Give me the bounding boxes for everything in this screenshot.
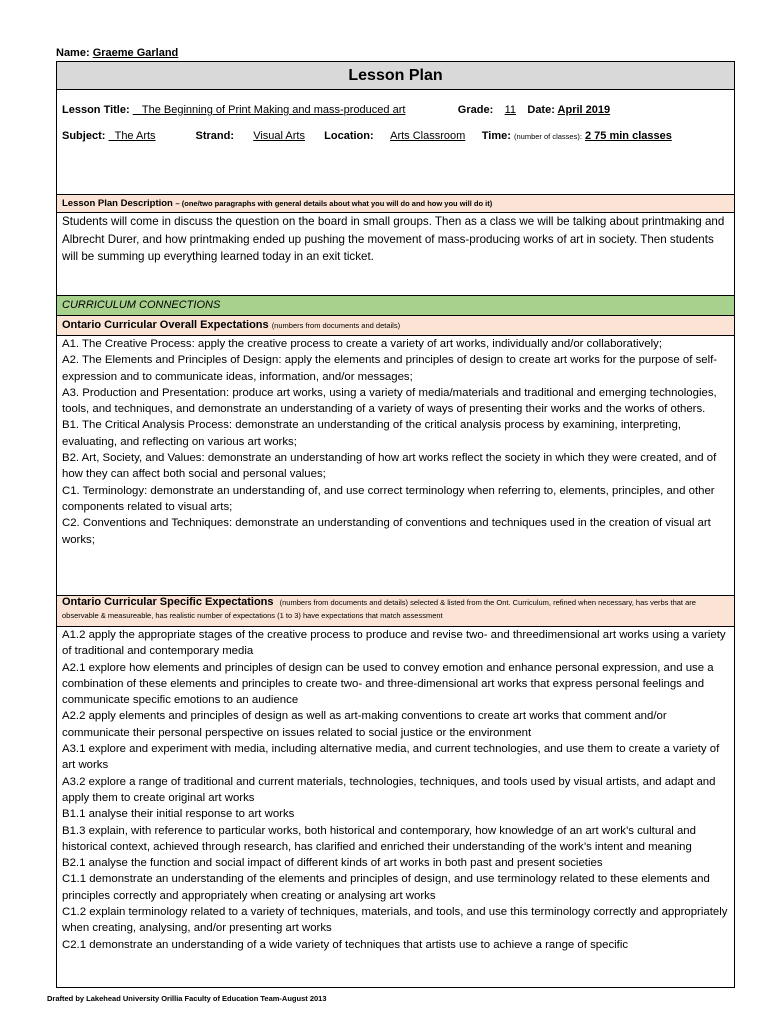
overall-expectations-list bbox=[57, 336, 735, 596]
curriculum-connections-heading: CURRICULUM CONNECTIONS bbox=[57, 296, 735, 316]
overall-expectation-item: A1. The Creative Process: apply the creative process to create a variety of art works, individually and/or collaboratively; bbox=[62, 338, 662, 350]
specific-expectations-note: (numbers from documents and details) selected & listed from the Ont. Curriculum, refined when necessary, has verbs that are observable & measureable, has realistic number of expectations (1 to 3) have expectations that match assessment bbox=[62, 598, 696, 620]
overall-expectation-item: C2. Conventions and Techniques: demonstrate an understanding of conventions and techniques used in the creation of visual art works; bbox=[62, 517, 711, 546]
subject-value: The Arts bbox=[114, 130, 156, 142]
grade-value: 11 bbox=[504, 104, 517, 116]
time-label: Time: bbox=[481, 130, 511, 142]
footer-credit: Drafted by Lakehead University Orillia Faculty of Education Team-August 2013 bbox=[47, 994, 327, 1003]
overall-expectations-heading: Ontario Curricular Overall Expectations bbox=[62, 319, 269, 331]
overall-expectation-item: A3. Production and Presentation: produce art works, using a variety of media/materials and traditional and emerging technologies, tools, and techniques, and demonstrate an understanding of a variety of ways of presenting their works and the works of others. bbox=[62, 386, 717, 416]
specific-expectations-heading-cell bbox=[57, 596, 735, 627]
specific-expectation-item: A1.2 apply the appropriate stages of the creative process to produce and revise two- and threedimensional art works using a variety of traditional and contemporary media bbox=[62, 629, 726, 658]
strand-value: Visual Arts bbox=[253, 130, 305, 142]
lesson-info-cell bbox=[57, 90, 735, 195]
location-value: Arts Classroom bbox=[390, 130, 466, 142]
specific-expectation-item: C1.2 explain terminology related to a variety of techniques, materials, and tools, and use this terminology correctly and appropriately when creating, analysing, and/or presenting art works bbox=[62, 906, 728, 935]
specific-expectation-item: A2.1 explore how elements and principles of design can be used to convey emotion and enhance personal expression, and use a combination of these elements and principles to create two- and three-dimensional art works that express personal feelings and communicate specific emotions to an audience bbox=[62, 661, 714, 707]
time-value: 2 75 min classes bbox=[585, 130, 672, 142]
description-heading: Lesson Plan Description bbox=[62, 198, 173, 209]
overall-expectations-heading-cell bbox=[57, 316, 735, 336]
overall-expectation-item: B1. The Critical Analysis Process: demonstrate an understanding of the critical analysis process by examining, interpreting, evaluating, and reflecting on various art works; bbox=[62, 419, 681, 448]
location-label: Location: bbox=[324, 130, 374, 142]
description-heading-cell bbox=[57, 195, 735, 213]
time-note: (number of classes): bbox=[513, 132, 582, 141]
overall-expectation-item: A2. The Elements and Principles of Design: apply the elements and principles of design to create art works for the purpose of self-expression and to communicate ideas, information, and/or messages; bbox=[62, 354, 718, 383]
grade-label: Grade: bbox=[457, 104, 494, 116]
overall-expectation-item: B2. Art, Society, and Values: demonstrate an understanding of how art works reflect the society in which they were created, and of how they can affect both social and personal values; bbox=[62, 452, 717, 481]
lesson-title-label: Lesson Title: bbox=[62, 104, 130, 116]
specific-expectation-item: C1.1 demonstrate an understanding of the elements and principles of design, and use terminology related to these elements and principles correctly and appropriately when creating or analysing art works bbox=[62, 873, 710, 902]
specific-expectation-item: A2.2 apply elements and principles of design as well as art-making conventions to create art works that comment and/or communicate their personal perspective on issues related to social justice or the environment bbox=[62, 710, 667, 739]
specific-expectation-item: B1.1 analyse their initial response to art works bbox=[62, 808, 295, 821]
specific-expectations-heading: Ontario Curricular Specific Expectations bbox=[62, 596, 274, 608]
lesson-title-line bbox=[62, 104, 729, 116]
name-value: Graeme Garland bbox=[92, 47, 179, 59]
subject-label: Subject: bbox=[62, 130, 106, 142]
specific-expectation-item: C2.1 demonstrate an understanding of a wide variety of techniques that artists use to achieve a range of specific bbox=[62, 938, 629, 951]
name-line bbox=[56, 47, 178, 59]
overall-expectation-item: C1. Terminology: demonstrate an understanding of, and use correct terminology when referring to, elements, principles, and other components related to visual arts; bbox=[62, 484, 715, 513]
overall-expectations-note: (numbers from documents and details) bbox=[271, 321, 401, 330]
specific-expectation-item: B1.3 explain, with reference to particular works, both historical and contemporary, how knowledge of an art work’s cultural and historical context, achieved through research, has clarified and enriched their understanding of the work’s intent and meaning bbox=[62, 824, 696, 853]
lesson-title-value: The Beginning of Print Making and mass-produced art bbox=[141, 104, 406, 116]
date-value: April 2019 bbox=[557, 104, 611, 116]
lesson-plan-title: Lesson Plan bbox=[57, 62, 735, 90]
description-note: – (one/two paragraphs with general details about what you will do and how you will do it) bbox=[175, 199, 493, 208]
name-label: Name: bbox=[56, 47, 90, 59]
date-label: Date: bbox=[527, 104, 555, 116]
lesson-plan-table bbox=[56, 61, 735, 988]
specific-expectations-list bbox=[57, 627, 735, 988]
specific-expectation-item: A3.1 explore and experiment with media, including alternative media, and current technologies, and use them to create a variety of art works bbox=[62, 743, 720, 772]
description-text: Students will come in discuss the question on the board in small groups. Then as a class we will be talking about printmaking and Albrecht Durer, and how printmaking ended up pushing the movement of mass-producing works of art in society. Then students will be summing up everything learned today in an exit ticket. bbox=[57, 213, 735, 296]
specific-expectation-item: A3.2 explore a range of traditional and current materials, technologies, techniques, and tools used by visual artists, and adapt and apply them to create original art works bbox=[62, 775, 716, 804]
subject-line bbox=[62, 130, 729, 142]
specific-expectation-item: B2.1 analyse the function and social impact of different kinds of art works in both past and present societies bbox=[62, 857, 603, 870]
strand-label: Strand: bbox=[195, 130, 235, 142]
